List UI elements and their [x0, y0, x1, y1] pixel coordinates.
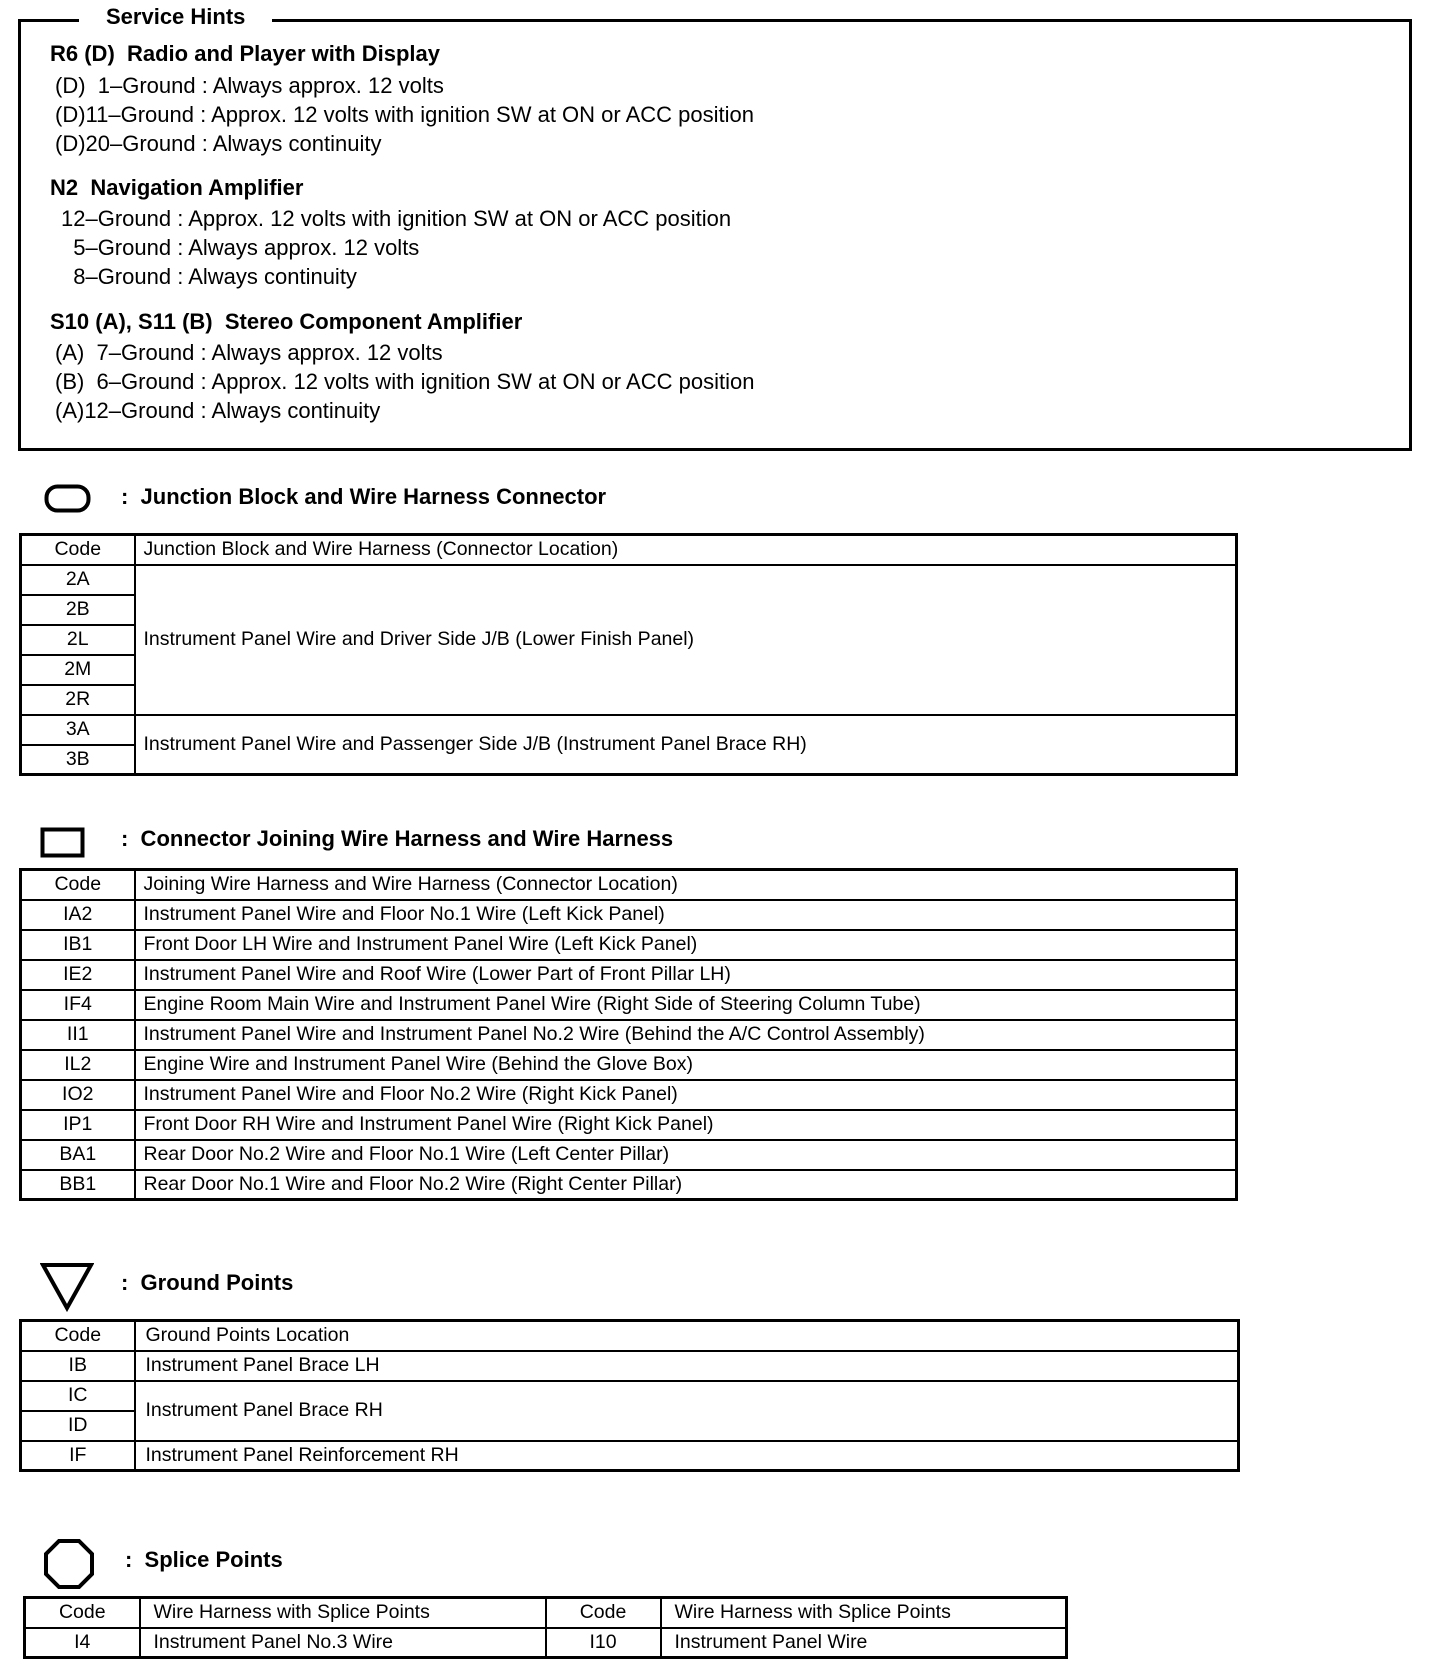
table-header-cell: Junction Block and Wire Harness (Connector Location)	[135, 535, 1237, 565]
code-cell: ID	[21, 1411, 135, 1441]
table-row	[21, 1020, 1237, 1050]
table-header-cell: Code	[21, 535, 135, 565]
desc-cell: Instrument Panel Wire and Passenger Side J/B (Instrument Panel Brace RH)	[135, 715, 1237, 775]
octagon-icon	[43, 1538, 95, 1590]
table-header-row	[21, 870, 1237, 900]
table-row	[21, 715, 1237, 745]
table-header-cell: Wire Harness with Splice Points	[661, 1598, 1067, 1628]
desc-cell: Front Door RH Wire and Instrument Panel Wire (Right Kick Panel)	[135, 1110, 1237, 1140]
splice-table	[23, 1596, 1068, 1659]
code-cell: II1	[21, 1020, 135, 1050]
table-header-row	[21, 535, 1237, 565]
hint-heading: R6 (D) Radio and Player with Display	[50, 41, 440, 66]
table-row	[21, 1441, 1239, 1471]
table-row	[21, 1351, 1239, 1381]
ground-heading: : Ground Points	[121, 1270, 294, 1295]
code-cell: IE2	[21, 960, 135, 990]
desc-cell: Instrument Panel Reinforcement RH	[135, 1441, 1239, 1471]
hint-heading: N2 Navigation Amplifier	[50, 175, 304, 200]
desc-cell: Instrument Panel Wire and Floor No.2 Wire (Right Kick Panel)	[135, 1080, 1237, 1110]
desc-cell: Front Door LH Wire and Instrument Panel Wire (Left Kick Panel)	[135, 930, 1237, 960]
connector-heading: : Connector Joining Wire Harness and Wire Harness	[121, 826, 674, 851]
junction-table	[19, 533, 1238, 776]
code-cell: IP1	[21, 1110, 135, 1140]
desc-cell: Rear Door No.1 Wire and Floor No.2 Wire (Right Center Pillar)	[135, 1170, 1237, 1200]
table-header-row	[21, 1321, 1239, 1351]
hint-line: 5–Ground : Always approx. 12 volts	[61, 235, 420, 260]
table-row	[21, 930, 1237, 960]
desc-cell: Instrument Panel No.3 Wire	[140, 1628, 546, 1658]
table-header-row	[25, 1598, 1067, 1628]
table-header-cell: Code	[546, 1598, 661, 1628]
table-row	[21, 1080, 1237, 1110]
hint-line: 12–Ground : Approx. 12 volts with ignition SW at ON or ACC position	[61, 206, 732, 231]
table-row	[21, 1050, 1237, 1080]
code-cell: I4	[25, 1628, 140, 1658]
triangle-down-icon	[40, 1262, 94, 1312]
table-row	[21, 1140, 1237, 1170]
code-cell: IA2	[21, 900, 135, 930]
table-header-cell: Wire Harness with Splice Points	[140, 1598, 546, 1628]
code-cell: 3B	[21, 745, 135, 775]
hint-line: (D)20–Ground : Always continuity	[55, 131, 382, 156]
code-cell: IB1	[21, 930, 135, 960]
junction-heading: : Junction Block and Wire Harness Connector	[121, 484, 607, 509]
code-cell: I10	[546, 1628, 661, 1658]
table-row	[21, 1170, 1237, 1200]
table-row	[21, 990, 1237, 1020]
square-icon	[40, 827, 86, 859]
splice-heading: : Splice Points	[125, 1547, 283, 1572]
desc-cell: Instrument Panel Wire and Floor No.1 Wire (Left Kick Panel)	[135, 900, 1237, 930]
desc-cell: Engine Room Main Wire and Instrument Panel Wire (Right Side of Steering Column Tube)	[135, 990, 1237, 1020]
code-cell: 2B	[21, 595, 135, 625]
table-header-cell: Ground Points Location	[135, 1321, 1239, 1351]
code-cell: 3A	[21, 715, 135, 745]
table-header-cell: Code	[21, 870, 135, 900]
hint-line: (B) 6–Ground : Approx. 12 volts with ignition SW at ON or ACC position	[55, 369, 755, 394]
desc-cell: Instrument Panel Wire and Instrument Panel No.2 Wire (Behind the A/C Control Assembly)	[135, 1020, 1237, 1050]
table-row	[21, 565, 1237, 595]
code-cell: IF4	[21, 990, 135, 1020]
hint-line: (A)12–Ground : Always continuity	[55, 398, 381, 423]
code-cell: IF	[21, 1441, 135, 1471]
hint-line: (D)11–Ground : Approx. 12 volts with ignition SW at ON or ACC position	[55, 102, 755, 127]
desc-cell: Engine Wire and Instrument Panel Wire (Behind the Glove Box)	[135, 1050, 1237, 1080]
hint-line: (A) 7–Ground : Always approx. 12 volts	[55, 340, 443, 365]
code-cell: 2A	[21, 565, 135, 595]
rounded-rectangle-icon	[44, 484, 92, 514]
desc-cell: Instrument Panel Wire	[661, 1628, 1067, 1658]
table-row	[25, 1628, 1067, 1658]
hint-line: (D) 1–Ground : Always approx. 12 volts	[55, 73, 444, 98]
desc-cell: Instrument Panel Brace LH	[135, 1351, 1239, 1381]
hint-line: 8–Ground : Always continuity	[61, 264, 357, 289]
code-cell: BB1	[21, 1170, 135, 1200]
code-cell: 2L	[21, 625, 135, 655]
table-header-cell: Code	[25, 1598, 140, 1628]
code-cell: BA1	[21, 1140, 135, 1170]
code-cell: 2M	[21, 655, 135, 685]
desc-cell: Instrument Panel Wire and Driver Side J/B (Lower Finish Panel)	[135, 565, 1237, 715]
table-row	[21, 960, 1237, 990]
code-cell: IB	[21, 1351, 135, 1381]
table-row	[21, 900, 1237, 930]
desc-cell: Rear Door No.2 Wire and Floor No.1 Wire (Left Center Pillar)	[135, 1140, 1237, 1170]
code-cell: IL2	[21, 1050, 135, 1080]
code-cell: 2R	[21, 685, 135, 715]
service-hints-title: Service Hints	[79, 3, 272, 31]
code-cell: IC	[21, 1381, 135, 1411]
ground-table	[19, 1319, 1240, 1472]
hint-heading: S10 (A), S11 (B) Stereo Component Amplifier	[50, 309, 523, 334]
table-header-cell: Joining Wire Harness and Wire Harness (Connector Location)	[135, 870, 1237, 900]
code-cell: IO2	[21, 1080, 135, 1110]
desc-cell: Instrument Panel Brace RH	[135, 1381, 1239, 1441]
table-row	[21, 1110, 1237, 1140]
table-row	[21, 1381, 1239, 1411]
connector-table	[19, 868, 1238, 1201]
desc-cell: Instrument Panel Wire and Roof Wire (Lower Part of Front Pillar LH)	[135, 960, 1237, 990]
table-header-cell: Code	[21, 1321, 135, 1351]
